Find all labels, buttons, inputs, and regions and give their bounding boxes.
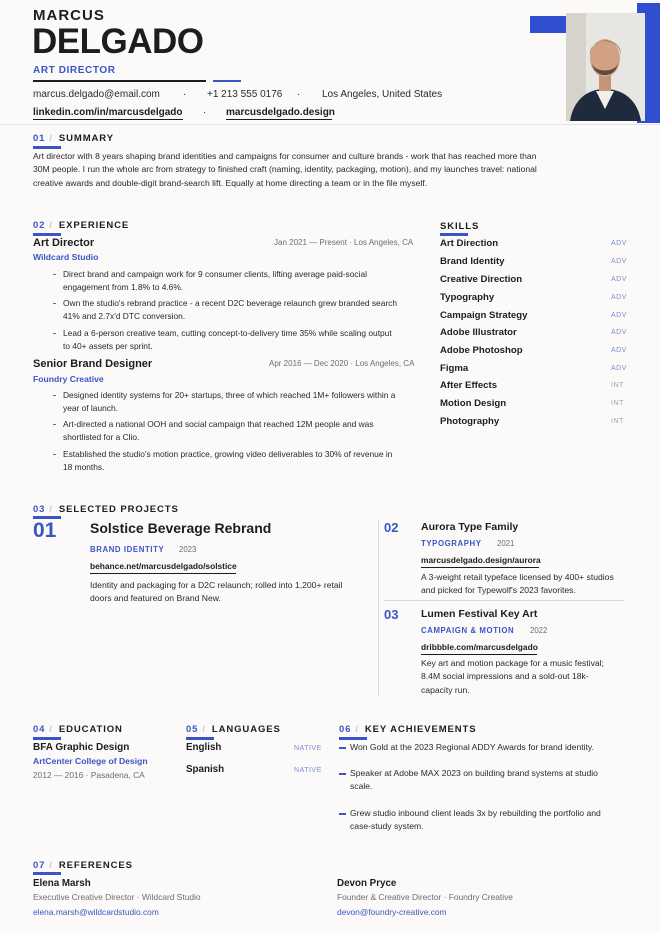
skill-level: ADV [611,329,627,336]
references-heading-underline [33,872,61,875]
reference-name: Devon Pryce [337,878,397,889]
project-tag: TYPOGRAPHY [421,539,482,548]
reference-email[interactable]: elena.marsh@wildcardstudio.com [33,907,159,917]
projects-heading: 03 / SELECTED PROJECTS [33,504,179,515]
profile-photo [566,13,645,121]
education-meta: 2012 — 2016 · Pasadena, CA [33,770,145,780]
phone[interactable]: +1 213 555 0176 [207,89,283,100]
header-rule [33,80,206,82]
project-link-underline [421,567,539,568]
website-underline [226,119,332,120]
summary-text: Art director with 8 years shaping brand identities and campaigns for consumer and culture brands - work that has reached more than 30M people. I run the whole arc from strategy to finished craft (naming, identity, packaging, motion), and my launches travel: national creative awards and double-digit brand-search lift. Equally at home directing a team or in the file myself. [33,151,537,188]
job-bullet: Established the studio's motion practice, growing video deliverables to 30% of revenue in 18 months. [63,448,423,474]
skill-level: ADV [611,294,627,301]
project-link[interactable]: dribbble.com/marcusdelgado [421,642,538,652]
experience-heading: 02 / EXPERIENCE [33,220,130,231]
project-title: Aurora Type Family [421,521,519,533]
skill-level: INT [611,418,624,425]
project-title: Solstice Beverage Rebrand [90,520,272,536]
language-level: NATIVE [294,767,322,774]
portrait-illustration [566,13,645,121]
reference-role: Executive Creative Director · Wildcard Studio [33,892,201,902]
skill-level: ADV [611,347,627,354]
skill-name: Figma [440,363,469,374]
achievement-dash [339,813,346,815]
project-year: 2021 [497,539,515,548]
achievement-item: Grew studio inbound client leads 3x by rebuilding the portfolio and case-study system. [350,808,601,832]
project-title: Lumen Festival Key Art [421,608,538,620]
summary-heading: 01 / SUMMARY [33,133,114,144]
skill-name: Creative Direction [440,274,523,285]
job-role: ART DIRECTOR [33,65,116,76]
skill-name: Photography [440,416,500,427]
skill-level: INT [611,400,624,407]
skill-name: Brand Identity [440,256,505,267]
reference-email[interactable]: devon@foundry-creative.com [337,907,447,917]
job-dates: Apr 2016 — Dec 2020 · Los Angeles, CA [269,359,415,368]
language-name: Spanish [186,764,225,775]
accent-block-top [530,16,566,33]
project-link[interactable]: behance.net/marcusdelgado/solstice [90,561,237,571]
skill-name: Typography [440,292,495,303]
project-description: A 3-weight retail typeface licensed by 400+ studios and picked for Typewolf's 2023 favorites. [421,572,614,596]
skill-name: Campaign Strategy [440,310,528,321]
education-school: ArtCenter College of Design [33,756,148,766]
skill-name: Adobe Photoshop [440,345,523,356]
job-bullet: Own the studio's rebrand practice - a recent D2C beverage relaunch grew branded search 41% and 2.7x'd DTC conversion. [63,297,423,323]
project-description: Identity and packaging for a D2C relaunch; rolled into 1,200+ retail doors and featured on Brand New. [90,580,343,604]
job-bullet: Designed identity systems for 20+ startups, three of which reached 1M+ followers within a year of launch. [63,389,423,415]
languages-heading: 05 / LANGUAGES [186,724,281,735]
education-degree: BFA Graphic Design [33,742,130,753]
job-company: Wildcard Studio [33,252,99,262]
achievement-item: Won Gold at the 2023 Regional ADDY Awards for brand identity. [350,742,594,752]
languages-heading-underline [186,737,214,740]
job-bullet: Lead a 6-person creative team, cutting concept-to-delivery time 35% while scaling output to 40+ assets per sprint. [63,327,423,353]
skill-level: ADV [611,258,627,265]
job-company: Foundry Creative [33,374,104,384]
first-name: MARCUS [33,7,105,24]
education-heading: 04 / EDUCATION [33,724,123,735]
email[interactable]: marcus.delgado@email.com [33,89,160,100]
skill-name: Motion Design [440,398,507,409]
project-year: 2023 [179,545,197,554]
job-title: Senior Brand Designer [33,358,153,370]
references-heading: 07 / REFERENCES [33,860,133,871]
language-level: NATIVE [294,745,322,752]
project-link[interactable]: marcusdelgado.design/aurora [421,555,541,565]
job-bullet: Direct brand and campaign work for 9 consumer clients, lifting average paid-social engagement from 1.8% to 4.6%. [63,268,423,294]
project-number: 02 [384,520,399,535]
project-link-underline [90,573,236,574]
skills-heading-underline [440,233,468,236]
skill-name: After Effects [440,380,498,391]
experience-heading-underline [33,233,61,236]
skill-level: ADV [611,312,627,319]
header-rule-accent [213,80,241,82]
project-separator [384,600,624,601]
projects-divider [378,520,379,696]
skill-level: INT [611,382,624,389]
website-link[interactable]: marcusdelgado.design [226,107,335,118]
job-dates: Jan 2021 — Present · Los Angeles, CA [274,238,414,247]
linkedin-link[interactable]: linkedin.com/in/marcusdelgado [33,107,183,118]
header-divider [0,124,660,125]
project-description: Key art and motion package for a music festival; 8.4M social impressions and a sold-out 18k- capacity run. [421,658,604,695]
skill-name: Adobe Illustrator [440,327,517,338]
project-year: 2022 [530,626,548,635]
skill-level: ADV [611,365,627,372]
achievement-dash [339,773,346,775]
reference-role: Founder & Creative Director · Foundry Creative [337,892,513,902]
skills-heading: SKILLS [440,221,480,232]
language-name: English [186,742,222,753]
project-link-underline [421,654,537,655]
skill-level: ADV [611,240,627,247]
achievement-item: Speaker at Adobe MAX 2023 on building brand systems at studio scale. [350,768,598,792]
linkedin-underline [33,119,183,120]
project-number: 03 [384,607,399,622]
skill-level: ADV [611,276,627,283]
reference-name: Elena Marsh [33,878,91,889]
job-title: Art Director [33,237,95,249]
project-number: 01 [33,519,57,542]
achievement-dash [339,747,346,749]
project-tag: BRAND IDENTITY [90,545,165,554]
link-separator: · [203,107,207,118]
contact-separator: · [297,89,301,100]
achievements-heading-underline [339,737,367,740]
skill-name: Art Direction [440,238,499,249]
project-tag: CAMPAIGN & MOTION [421,626,515,635]
last-name: DELGADO [32,22,204,61]
job-bullet: Art-directed a national OOH and social campaign that reached 12M people and was shortlisted for a Clio. [63,418,423,444]
education-heading-underline [33,737,61,740]
contact-separator: · [183,89,187,100]
summary-heading-underline [33,146,61,149]
achievements-heading: 06 / KEY ACHIEVEMENTS [339,724,477,735]
location: Los Angeles, United States [322,89,443,100]
